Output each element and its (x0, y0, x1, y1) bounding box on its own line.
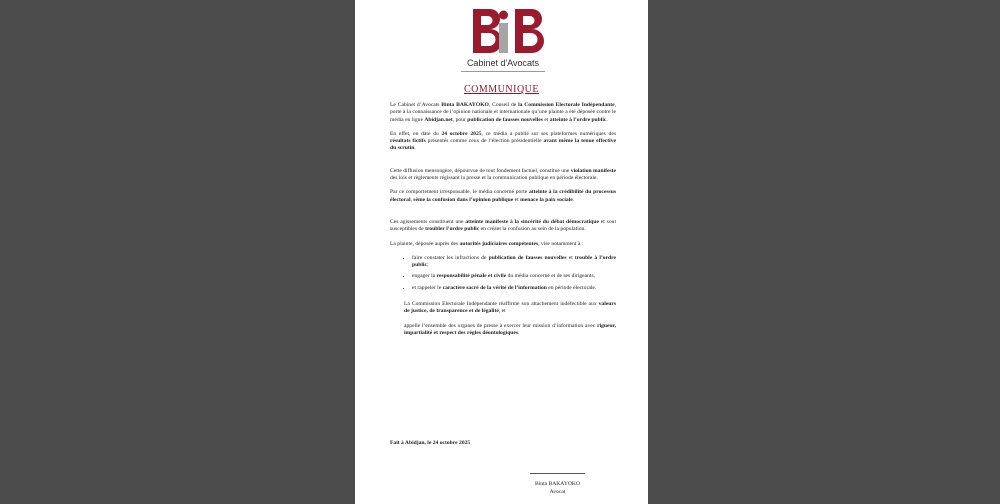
signature-line (530, 473, 585, 474)
paragraph-4: Par ce comportement irresponsable, le média concerné porte atteinte à la crédibilité du processus électoral, sème la confusion dans l’opinion publique et menace la paix sociale. (390, 189, 616, 203)
paragraph-1: Le Cabinet d’Avocats Binta BAKAYOKO, Conseil de la Commission Electorale Indépendante, porte à la connaissance de l’opinion nationale et internationale qu’une plainte a été déposée contre le média en ligne Abidjan.net, pour publication de fausses nouvelles et atteinte à l’ordre public. (390, 102, 616, 123)
list-item: • et rappeler le caractère sacré de la vérité de l’information en période électorale. (412, 285, 616, 292)
list-item: • engager la responsabilité pénale et civile du média concerné et de ses dirigeants, (412, 273, 616, 280)
signatory-name: Binta BAKAYOKO (534, 481, 580, 487)
list-item: • faire constater les infractions de publication de fausses nouvelles et trouble à l’ordre public; (412, 255, 616, 270)
paragraph-3: Cette diffusion mensongère, dépourvue de tout fondement factuel, constitue une violation manifeste des lois et règlements régissant la presse et la communication publique en période électorale. (390, 167, 616, 182)
paragraph-8: appelle l’ensemble des organes de presse à exercer leur mission d’information avec rigueur, impartialité et respect des règles déontologiques. (404, 322, 616, 336)
communique-body (390, 102, 616, 344)
paragraph-2: En effet, en date du 24 octobre 2025, ce média a publié sur ses plateformes numériques des résultats fictifs présentés comme ceux de l’élection présidentielle avant même la tenue effective du scrutin. (390, 130, 616, 152)
paragraph-6: La plainte, déposée auprès des autorités judiciaires compétentes, vise notamment à : (390, 240, 584, 247)
complaint-objectives-list (390, 255, 616, 292)
signatory-title: Avocat (549, 489, 566, 495)
logo-underline (461, 71, 545, 72)
paragraph-7: La Commission Electorale Indépendante réaffirme son attachement indéfectible aux valeurs de justice, de transparence et de légalité, et (404, 301, 616, 315)
logo-caption: Cabinet d'Avocats (466, 58, 540, 68)
date-line: Fait à Abidjan, le 24 octobre 2025 (390, 440, 471, 446)
paragraph-5: Ces agissements constituent une atteinte manifeste à la sincérité du débat démocratique et sont susceptibles de troubler l’ordre public en créant la confusion au sein de la population. (390, 218, 616, 233)
page-title: COMMUNIQUE (464, 84, 539, 95)
document-page (355, 0, 648, 504)
law-firm-logo (468, 5, 548, 57)
